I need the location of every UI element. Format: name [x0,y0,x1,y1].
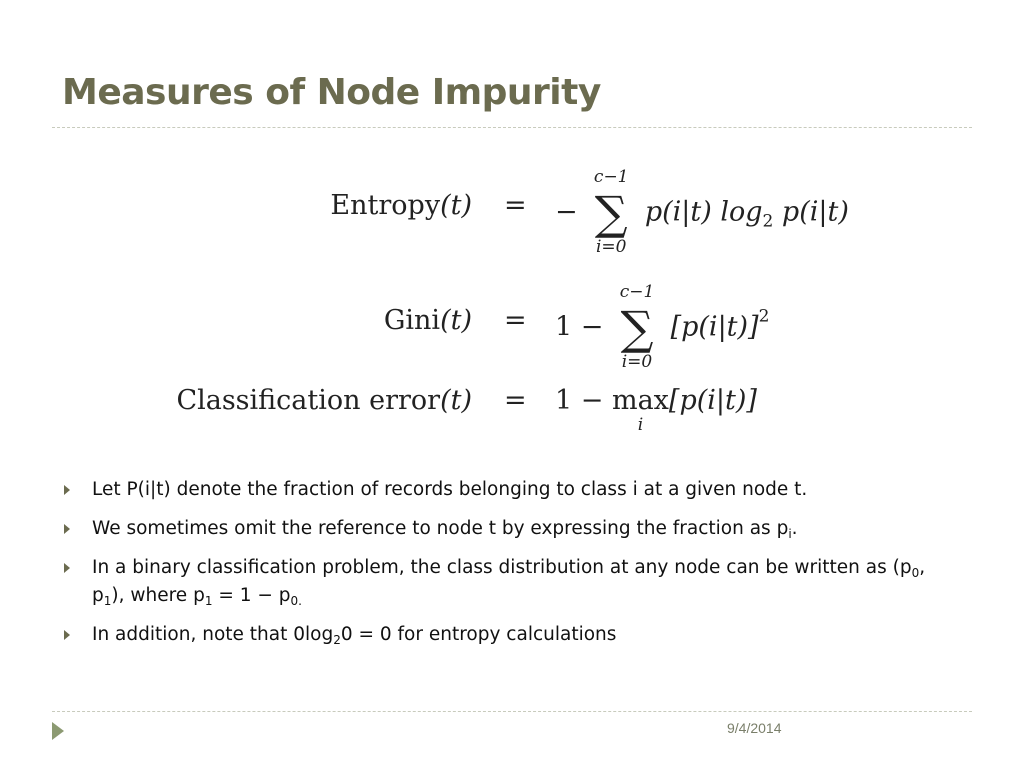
classification-error-term: [p(i|t)] [668,385,757,416]
gini-lhs [384,305,472,336]
entropy-term: p(i|t) log [644,196,763,228]
entropy-sum-upper: c−1 [593,167,629,187]
entropy-negation: − [555,196,578,228]
gini-power: 2 [758,306,770,327]
subscript: 2 [333,633,341,647]
footer-date: 9/4/2014 [727,720,782,736]
entropy-sum-lower: i=0 [595,237,627,257]
triangle-bullet-icon [64,630,70,640]
subscript: 0. [290,594,302,608]
classification-error-lhs [176,385,472,416]
classification-error-name: Classification error [176,385,441,416]
list-item [62,554,962,610]
bullet-list [62,476,962,660]
gini-equals: = [504,305,527,336]
slide-title: Measures of Node Impurity [62,72,601,113]
max-label: max [611,385,669,416]
bullet-text: Let P(i|t) denote the fraction of records belonging to class i at a given node t. [92,479,808,500]
triangle-bullet-icon [64,485,70,495]
sigma-icon: ∑ [620,301,654,355]
gini-term: [p(i|t)] [670,311,759,343]
gini-sum [612,282,662,372]
bullet-text-end: 0 = 0 for entropy calculations [340,624,617,645]
classification-error-one-minus: 1 − [555,385,604,416]
bullet-text: In addition, note that 0log [92,624,334,645]
gini-name: Gini [383,305,441,336]
impurity-formulas [0,160,1024,450]
gini-sum-lower: i=0 [621,352,653,372]
subscript: i [788,527,792,541]
entropy-arg: (t) [440,190,472,221]
gini-formula [0,282,1024,372]
max-operator [611,385,669,435]
classification-error-formula [0,385,1024,435]
bullet-text-end: . [791,518,798,539]
subscript: 1 [103,594,112,608]
triangle-bullet-icon [64,524,70,534]
sigma-icon: ∑ [594,186,628,240]
classification-error-arg: (t) [440,385,472,416]
footer-divider [52,711,972,712]
entropy-term2: p(i|t) [773,196,849,228]
entropy-sum [586,167,636,257]
bullet-text: In a binary classification problem, the class distribution at any node can be written as (p [92,557,912,578]
title-divider [52,127,972,128]
gini-arg: (t) [440,305,472,336]
entropy-equals: = [504,190,527,221]
triangle-bullet-icon [64,563,70,573]
gini-rhs [555,282,770,372]
list-item [62,515,962,543]
entropy-log-base: 2 [762,211,774,232]
classification-error-rhs [555,385,757,435]
entropy-rhs [555,167,849,257]
bullet-text-part: ), where p [111,585,205,606]
list-item [62,621,962,649]
entropy-lhs [330,190,472,221]
subscript: 0 [911,566,920,580]
bullet-text-part: = 1 − p [212,585,291,606]
subscript: 1 [204,594,213,608]
gini-sum-upper: c−1 [619,282,655,302]
list-item [62,476,962,504]
max-subscript: i [637,415,644,435]
entropy-formula [0,167,1024,257]
bullet-text: We sometimes omit the reference to node t by expressing the fraction as p [92,518,789,539]
gini-one-minus: 1 − [555,311,604,343]
bullet-text-part: , p [92,557,926,606]
play-arrow-icon [52,722,64,740]
classification-error-equals: = [504,385,527,416]
entropy-name: Entropy [330,190,441,221]
